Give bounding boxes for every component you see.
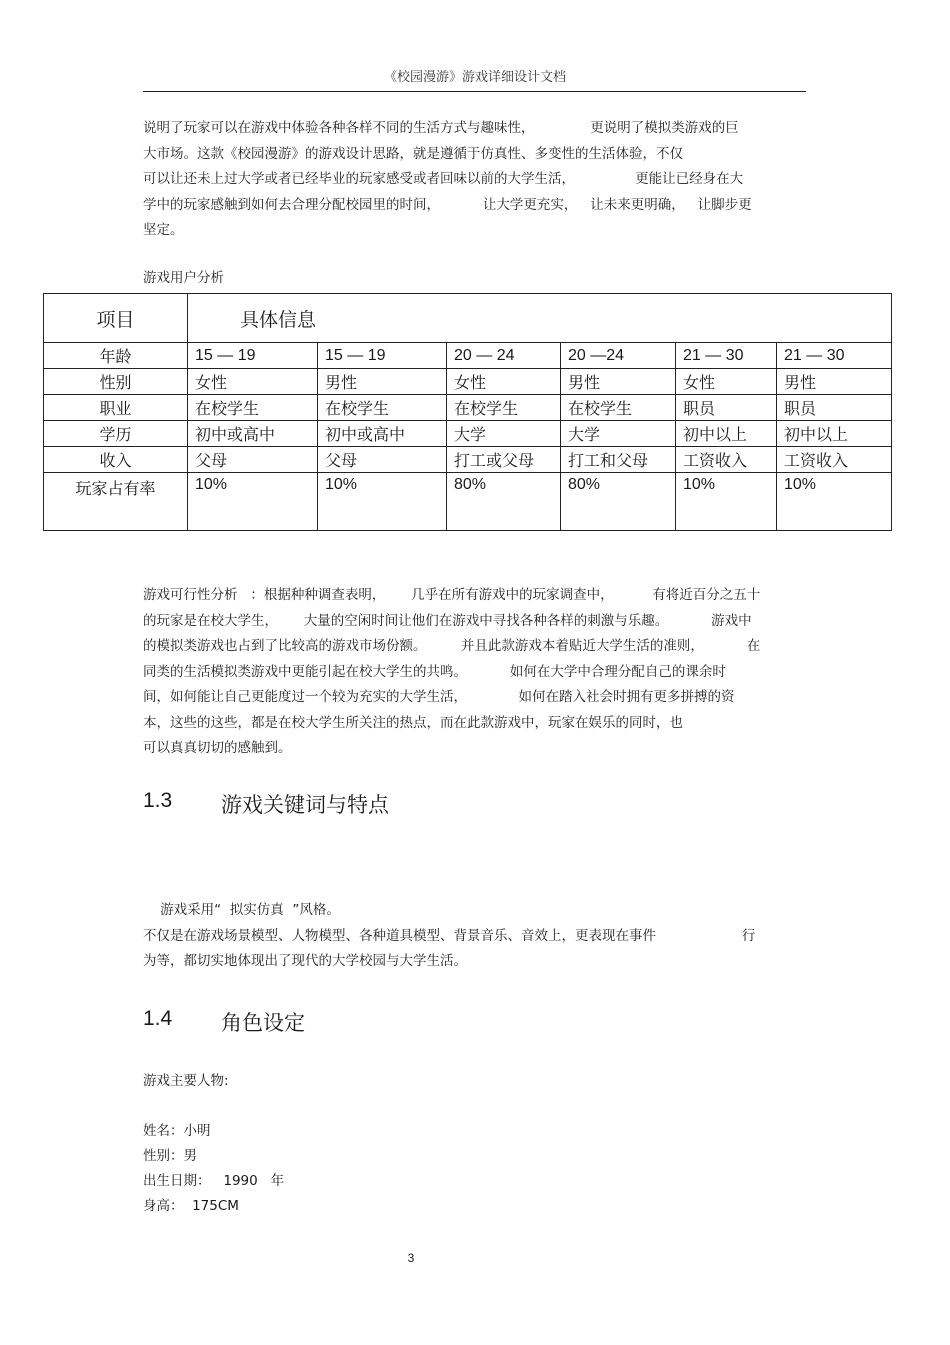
table-row [44,447,892,473]
feasibility-line: 同类的生活模拟类游戏中更能引起在校大学生的共鸣。 如何在大学中合理分配自己的课余时 [143,663,726,680]
intro-line: 学中的玩家感触到如何去合理分配校园里的时间， 让大学更充实， 让未来更明确， 让脚步更 [143,196,752,213]
user-analysis-table [43,293,892,531]
table-cell: 10% [676,473,777,531]
feasibility-line: 可以真真切切的感触到。 [143,740,292,756]
row-label: 职业 [44,395,188,421]
table-cell: 大学 [561,421,676,447]
table-cell: 父母 [318,447,447,473]
table-cell: 在校学生 [318,395,447,421]
feasibility-line: 间，如何能让自己更能度过一个较为充实的大学生活， 如何在踏入社会时拥有更多拼搏的资 [143,689,735,705]
table-cell: 80% [447,473,561,531]
table-cell: 女性 [676,369,777,395]
table-cell: 在校学生 [447,395,561,421]
intro-line: 坚定。 [143,222,184,238]
section-heading-1-3 [143,789,543,819]
section-title: 游戏关键词与特点 [221,793,389,817]
role-name: 姓名：小明 [143,1123,211,1139]
table-cell: 10% [777,473,892,531]
table-cell: 父母 [188,447,318,473]
table-cell: 21 — 30 [676,343,777,369]
feasibility-line: 的玩家是在校大学生， 大量的空闲时间让他们在游戏中寻找各种各样的刺激与乐趣。 游戏中 [143,612,752,629]
table-cell: 在校学生 [188,395,318,421]
features-paragraph [143,898,823,975]
table-cell: 10% [188,473,318,531]
document-header-title: 《校园漫游》游戏详细设计文档 [383,70,566,85]
table-header-detail: 具体信息 [188,294,892,343]
table-row [44,395,892,421]
page-number: 3 [407,1251,415,1265]
row-label: 收入 [44,447,188,473]
table-cell: 大学 [447,421,561,447]
table-cell: 职员 [676,395,777,421]
table-row [44,343,892,369]
table-cell: 打工或父母 [447,447,561,473]
role-gender: 性别：男 [143,1148,197,1164]
row-label: 学历 [44,421,188,447]
table-cell: 初中以上 [777,421,892,447]
table-cell: 男性 [777,369,892,395]
features-line: 为等，都切实地体现出了现代的大学校园与大学生活。 [143,953,467,969]
table-cell: 在校学生 [561,395,676,421]
role-height: 身高： 175CM [143,1198,239,1214]
row-label: 性别 [44,369,188,395]
table-cell: 15 — 19 [318,343,447,369]
table-cell: 15 — 19 [188,343,318,369]
table-cell: 男性 [318,369,447,395]
intro-line: 说明了玩家可以在游戏中体验各种各样不同的生活方式与趣味性， 更说明了模拟类游戏的巨 [143,120,739,136]
header-divider [143,91,806,92]
table-header-row [44,294,892,343]
table-cell: 男性 [561,369,676,395]
feasibility-paragraph [143,583,823,762]
section-number: 1.3 [143,789,173,812]
section-number: 1.4 [143,1007,173,1030]
table-cell: 女性 [447,369,561,395]
table-row [44,369,892,395]
table-cell: 21 — 30 [777,343,892,369]
user-analysis-label: 游戏用户分析 [143,270,224,286]
roles-intro: 游戏主要人物: [143,1073,229,1089]
intro-paragraph [143,116,823,244]
table-cell: 10% [318,473,447,531]
intro-line: 大市场。这款《校园漫游》的游戏设计思路，就是遵循于仿真性、多变性的生活体验，不仅 [143,145,683,162]
table-row [44,421,892,447]
table-cell: 职员 [777,395,892,421]
table-cell: 初中以上 [676,421,777,447]
table-cell: 20 — 24 [447,343,561,369]
table-cell: 女性 [188,369,318,395]
feasibility-line: 游戏可行性分析 ：根据种种调查表明， 几乎在所有游戏中的玩家调查中， 有将近百分之五十 [143,587,761,603]
table-cell: 工资收入 [676,447,777,473]
features-line: 游戏采用“ 拟实仿真 ”风格。 [143,902,340,918]
table-cell: 初中或高中 [318,421,447,447]
row-label: 年龄 [44,343,188,369]
section-heading-1-4 [143,1007,543,1037]
table-cell: 初中或高中 [188,421,318,447]
section-title: 角色设定 [221,1011,305,1035]
features-line: 不仅是在游戏场景模型、人物模型、各种道具模型、背景音乐、音效上，更表现在事件 行 [143,927,756,944]
intro-line: 可以让还未上过大学或者已经毕业的玩家感受或者回味以前的大学生活， 更能让已经身在大 [143,171,744,187]
table-header-item: 项目 [44,294,188,343]
table-cell: 20 —24 [561,343,676,369]
feasibility-line: 的模拟类游戏也占到了比较高的游戏市场份额。 并且此款游戏本着贴近大学生活的准则， 在 [143,638,761,654]
row-label: 玩家占有率 [44,473,188,531]
table-cell: 工资收入 [777,447,892,473]
table-row [44,473,892,531]
role-birth-date: 出生日期： 1990 年 [143,1173,285,1189]
table-cell: 80% [561,473,676,531]
feasibility-line: 本，这些的这些，都是在校大学生所关注的热点，而在此款游戏中，玩家在娱乐的同时，也 [143,714,683,731]
table-cell: 打工和父母 [561,447,676,473]
